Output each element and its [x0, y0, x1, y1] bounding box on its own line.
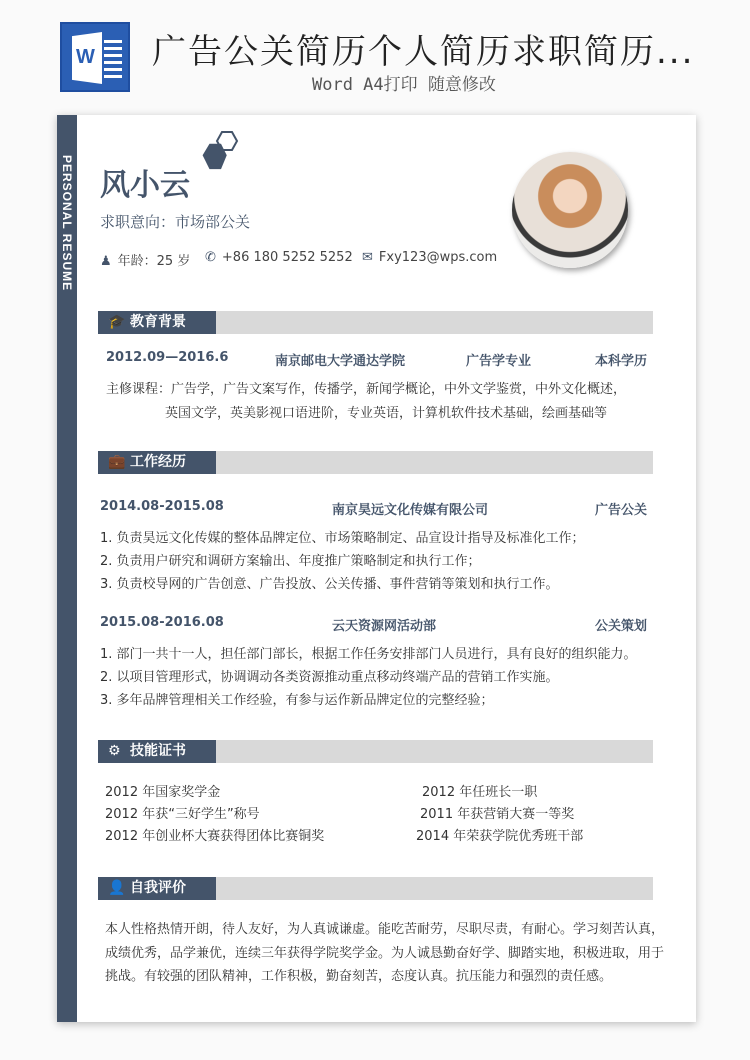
- word-logo-icon: W: [60, 22, 130, 92]
- sidebar-label: PERSONAL RESUME: [60, 155, 74, 292]
- phone-icon: ✆: [205, 250, 216, 265]
- avatar-photo: [512, 152, 628, 268]
- edu-courses-cont: 英国文学，英美影视口语进阶，专业英语，计算机软件技术基础，绘画基础等: [165, 406, 608, 421]
- skill-item: 2012 年创业杯大赛获得团体比赛铜奖: [105, 829, 325, 844]
- section-self-header: 👤 自我评价: [98, 877, 216, 900]
- hexagon-decoration-icon: [200, 130, 244, 170]
- edu-major: 广告学专业: [466, 354, 532, 369]
- edu-period: 2012.09—2016.6: [106, 350, 229, 365]
- self-eval-line: 挑战。有较强的团队精神，工作积极，勤奋刻苦，态度认真。抗压能力和强烈的责任感。: [105, 969, 613, 984]
- skill-item: 2012 年国家奖学金: [105, 785, 221, 800]
- page-title: 广告公关简历个人简历求职简历...: [152, 32, 695, 72]
- section-education-header: 🎓 教育背景: [98, 311, 216, 334]
- job-item: 2. 负责用户研究和调研方案输出、年度推广策略制定和执行工作；: [100, 554, 481, 569]
- phone-field: ✆ +86 180 5252 5252: [205, 250, 353, 265]
- briefcase-icon: 💼: [108, 454, 126, 470]
- gear-icon: ⚙: [108, 743, 121, 759]
- edu-degree: 本科学历: [595, 354, 648, 369]
- section-skills-header: ⚙ 技能证书: [98, 740, 216, 763]
- email-field: ✉ Fxy123@wps.com: [362, 250, 498, 265]
- skill-item: 2012 年获“三好学生”称号: [105, 807, 260, 822]
- section-work-header: 💼 工作经历: [98, 451, 216, 474]
- job-period: 2014.08-2015.08: [100, 499, 224, 514]
- person-icon: ♟: [100, 254, 112, 269]
- job-intent: 求职意向：市场部公关: [100, 213, 251, 231]
- age-field: ♟ 年龄：25 岁: [100, 254, 191, 269]
- self-eval-line: 成绩优秀，品学兼优，连续三年获得学院奖学金。为人诚恳勤奋好学、脚踏实地，积极进取，用于: [105, 946, 665, 961]
- job-item: 1. 部门一共十一人，担任部门部长，根据工作任务安排部门人员进行，具有良好的组织能力。: [100, 647, 637, 662]
- user-icon: 👤: [108, 880, 126, 896]
- job-item: 1. 负责昊远文化传媒的整体品牌定位、市场策略制定、品宣设计指导及标准化工作；: [100, 531, 585, 546]
- job-company: 云天资源网活动部: [332, 619, 437, 634]
- job-item: 2. 以项目管理形式，协调调动各类资源推动重点移动终端产品的营销工作实施。: [100, 670, 559, 685]
- skill-item: 2014 年荣获学院优秀班干部: [416, 829, 584, 844]
- job-item: 3. 多年品牌管理相关工作经验，有参与运作新品牌定位的完整经验；: [100, 693, 494, 708]
- edu-courses: 主修课程：广告学，广告文案写作，传播学，新闻学概论，中外文学鉴赏，中外文化概述，: [106, 382, 627, 397]
- job-period: 2015.08-2016.08: [100, 615, 224, 630]
- edu-school: 南京邮电大学通达学院: [275, 354, 406, 369]
- page-subtitle: Word A4打印 随意修改: [312, 75, 496, 95]
- candidate-name: 风小云: [100, 168, 190, 203]
- job-role: 公关策划: [595, 619, 648, 634]
- mail-icon: ✉: [362, 250, 373, 265]
- self-eval-line: 本人性格热情开朗，待人友好，为人真诚谦虚。能吃苦耐劳，尽职尽责，有耐心。学习刻苦认真，: [105, 922, 665, 937]
- graduation-cap-icon: 🎓: [108, 314, 126, 330]
- skill-item: 2012 年任班长一职: [422, 785, 538, 800]
- job-company: 南京昊远文化传媒有限公司: [332, 503, 489, 518]
- skill-item: 2011 年获营销大赛一等奖: [420, 807, 575, 822]
- job-role: 广告公关: [595, 503, 648, 518]
- job-item: 3. 负责校导网的广告创意、广告投放、公关传播、事件营销等策划和执行工作。: [100, 577, 559, 592]
